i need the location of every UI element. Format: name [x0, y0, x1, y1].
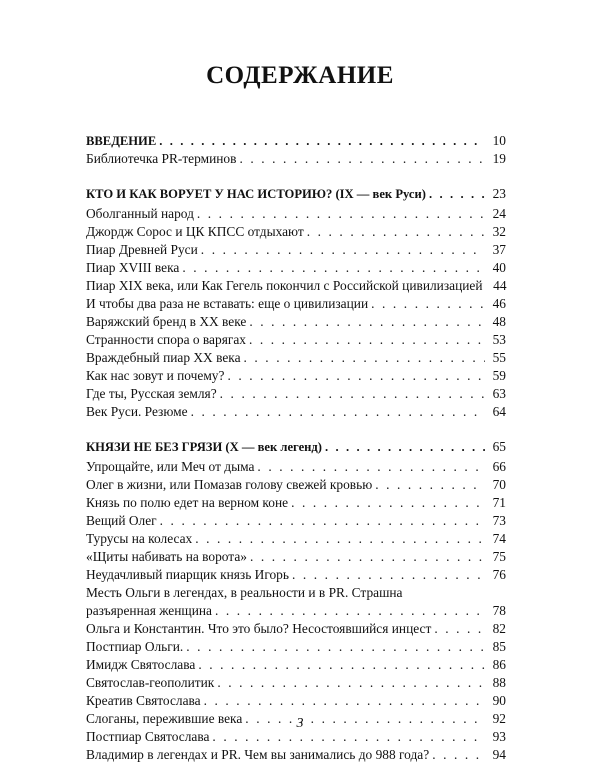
toc-entry[interactable]: [86, 638, 506, 656]
toc-page-number: 90: [492, 693, 506, 708]
toc-entry-text: Библиотечка PR-терминов: [86, 151, 237, 166]
leader-dots: [292, 566, 485, 584]
toc-entry-text: Олег в жизни, или Помазав голову свежей кровью: [86, 477, 373, 492]
toc-page-number: 71: [492, 495, 506, 510]
toc-entry-text: Постпиар Святослава: [86, 729, 210, 744]
toc-entry-text: Святослав-геополитик: [86, 675, 215, 690]
toc-entry[interactable]: [86, 385, 506, 403]
toc-page-number: 48: [492, 314, 506, 329]
toc-entry[interactable]: [86, 403, 506, 421]
toc-entry-text: Князь по полю едет на верном коне: [86, 495, 289, 510]
toc-page-number: 53: [492, 332, 506, 347]
toc-entry[interactable]: [86, 566, 506, 584]
toc-entry-text: Имидж Святослава: [86, 657, 196, 672]
toc-entry-text: Век Руси. Резюме: [86, 404, 188, 419]
toc-entry-text: Ольга и Константин. Что это было? Несостоявшийся инцест: [86, 621, 432, 636]
leader-dots: [160, 512, 485, 530]
toc-entry-text: Постпиар Ольги.: [86, 639, 184, 654]
leader-dots: [186, 638, 485, 656]
toc-entry-text: «Щиты набивать на ворота»: [86, 549, 247, 564]
leader-dots: [159, 132, 485, 150]
toc-page-number: 73: [492, 513, 506, 528]
leader-dots: [197, 205, 485, 223]
toc-page-number: 88: [492, 675, 506, 690]
toc-entry[interactable]: [86, 674, 506, 692]
toc-entry-text: Варяжский бренд в XX веке: [86, 314, 247, 329]
toc-entry[interactable]: [86, 295, 506, 313]
toc-entry[interactable]: [86, 584, 506, 620]
toc-entry[interactable]: [86, 494, 506, 512]
toc-entry-text: Странности спора о варягах: [86, 332, 246, 347]
toc-entry-text: Оболганный народ: [86, 206, 194, 221]
toc-page-number: 10: [492, 133, 506, 148]
leader-dots: [227, 367, 485, 385]
leader-dots: [198, 656, 485, 674]
toc-heading-text: КТО И КАК ВОРУЕТ У НАС ИСТОРИЮ? (IX — век Руси): [86, 187, 426, 201]
toc-entry-text: Вещий Олег: [86, 513, 157, 528]
leader-dots: [239, 150, 485, 168]
toc-entry-text: Враждебный пиар XX века: [86, 350, 241, 365]
toc-entry[interactable]: [86, 512, 506, 530]
toc-entry[interactable]: [86, 530, 506, 548]
toc-entry[interactable]: [86, 277, 506, 295]
toc-page-number: 55: [492, 350, 506, 365]
toc-entry[interactable]: [86, 656, 506, 674]
toc-section-heading[interactable]: [86, 132, 506, 150]
leader-dots: [215, 602, 485, 620]
leader-dots: [204, 692, 485, 710]
toc-page-number: 78: [492, 603, 506, 618]
toc-page-number: 37: [492, 242, 506, 257]
toc-entry-text: Упрощайте, или Меч от дыма: [86, 459, 255, 474]
toc-entry-text: Неудачливый пиарщик князь Игорь: [86, 567, 289, 582]
toc-entry[interactable]: [86, 313, 506, 331]
toc-page-number: 32: [492, 224, 506, 239]
toc-entry-text: Где ты, Русская земля?: [86, 386, 217, 401]
toc-section-heading[interactable]: [86, 185, 506, 203]
toc-entry-text: Пиар Древней Руси: [86, 242, 198, 257]
toc-entry[interactable]: [86, 746, 506, 764]
leader-dots: [220, 385, 485, 403]
toc-entry[interactable]: [86, 620, 506, 638]
leader-dots: [434, 620, 485, 638]
leader-dots: [191, 403, 485, 421]
leader-dots: [291, 494, 485, 512]
leader-dots: [375, 476, 485, 494]
toc-page-number: 85: [492, 639, 506, 654]
toc-page-number: 44: [493, 278, 507, 293]
toc-heading-text: ВВЕДЕНИЕ: [86, 134, 157, 148]
leader-dots: [244, 349, 485, 367]
leader-dots: [195, 530, 485, 548]
toc-entry[interactable]: [86, 241, 506, 259]
toc-entry-text: Пиар XIX века, или Как Гегель покончил с Российской цивилизацией: [86, 278, 483, 293]
toc-page-number: 92: [492, 711, 506, 726]
toc-page-number: 65: [492, 439, 506, 454]
toc-page-number: 76: [492, 567, 506, 582]
toc-entry[interactable]: [86, 349, 506, 367]
toc-entry-text: Пиар XVIII века: [86, 260, 180, 275]
toc-entry-text: Креатив Святослава: [86, 693, 201, 708]
leader-dots: [325, 438, 485, 456]
toc-page-number: 94: [492, 747, 506, 762]
leader-dots: [201, 241, 485, 259]
leader-dots: [250, 548, 485, 566]
toc-page-number: 93: [492, 729, 506, 744]
toc-page-number: 86: [492, 657, 506, 672]
toc-page-number: 63: [492, 386, 506, 401]
toc-entry[interactable]: [86, 458, 506, 476]
toc-entry[interactable]: [86, 259, 506, 277]
toc-page-number: 70: [492, 477, 506, 492]
toc-entry-text: Как нас зовут и почему?: [86, 368, 225, 383]
toc-entry[interactable]: [86, 367, 506, 385]
leader-dots: [249, 331, 485, 349]
page-title: СОДЕРЖАНИЕ: [206, 62, 394, 89]
page-number: 3: [296, 716, 304, 731]
leader-dots: [182, 259, 485, 277]
leader-dots: [257, 458, 485, 476]
toc-page-number: 74: [492, 531, 506, 546]
leader-dots: [249, 313, 485, 331]
table-of-contents: [86, 132, 506, 764]
toc-entry-text: Слоганы, пережившие века: [86, 711, 243, 726]
toc-page-number: 64: [492, 404, 506, 419]
leader-dots: [429, 185, 485, 203]
toc-page-number: 23: [492, 186, 506, 201]
toc-entry[interactable]: [86, 205, 506, 223]
toc-entry[interactable]: [86, 223, 506, 241]
toc-page-number: 24: [492, 206, 506, 221]
toc-entry-text: Месть Ольги в легендах, в реальности и в PR. Страшна: [86, 585, 403, 600]
toc-section-heading[interactable]: [86, 438, 506, 456]
toc-entry[interactable]: [86, 331, 506, 349]
leader-dots: [371, 295, 485, 313]
toc-entry[interactable]: [86, 548, 506, 566]
toc-entry-text: И чтобы два раза не вставать: еще о цивилизации: [86, 296, 369, 311]
toc-page-number: 82: [492, 621, 506, 636]
leader-dots: [217, 674, 485, 692]
toc-entry-text: Турусы на колесах: [86, 531, 193, 546]
toc-page-number: 59: [492, 368, 506, 383]
toc-page-number: 19: [492, 151, 506, 166]
toc-heading-text: КНЯЗИ НЕ БЕЗ ГРЯЗИ (X — век легенд): [86, 440, 322, 454]
leader-dots: [307, 223, 485, 241]
leader-dots: [432, 746, 485, 764]
toc-entry-text-continued: разъяренная женщина: [86, 603, 212, 618]
toc-entry-text: Владимир в легендах и PR. Чем вы занимались до 988 года?: [86, 747, 430, 762]
toc-entry[interactable]: [86, 692, 506, 710]
toc-page-number: 75: [492, 549, 506, 564]
toc-entry-text: Джордж Сорос и ЦК КПСС отдыхают: [86, 224, 304, 239]
toc-page-number: 66: [492, 459, 506, 474]
toc-entry[interactable]: [86, 150, 506, 168]
toc-page-number: 46: [492, 296, 506, 311]
toc-entry[interactable]: [86, 476, 506, 494]
toc-page-number: 40: [492, 260, 506, 275]
